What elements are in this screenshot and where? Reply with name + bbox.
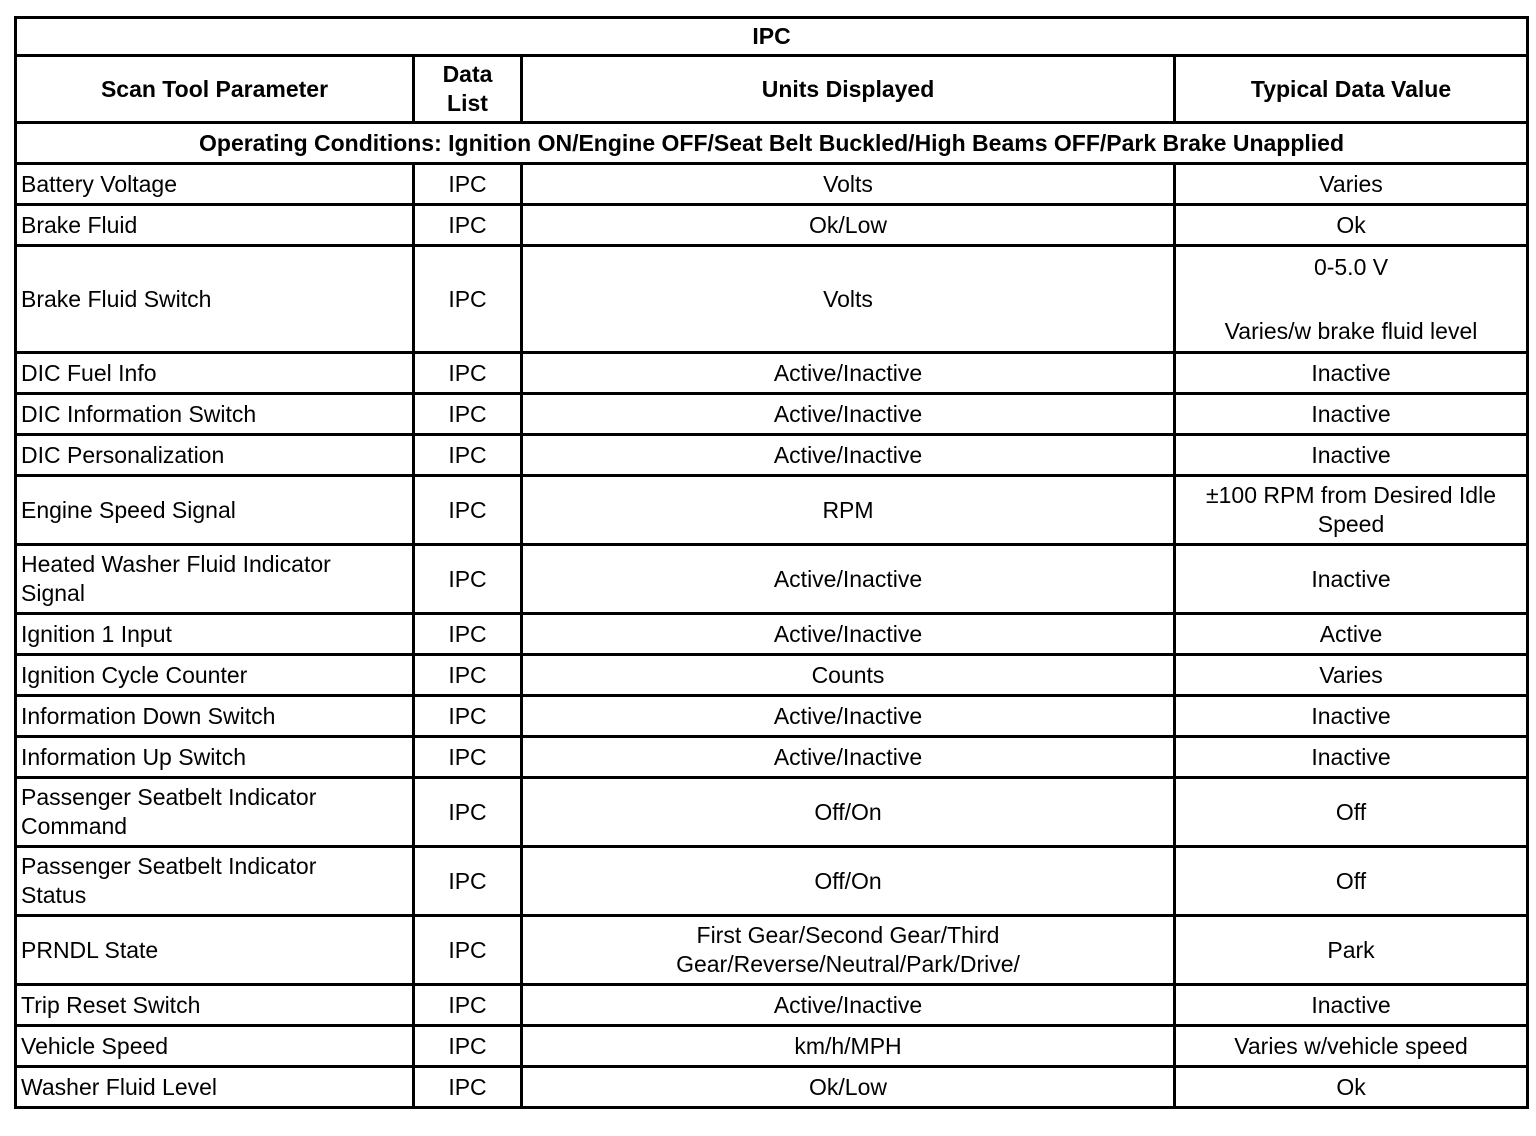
cell-parameter: Heated Washer Fluid Indicator Signal: [17, 546, 415, 615]
cell-units: Active/Inactive: [523, 738, 1176, 779]
cell-parameter: Vehicle Speed: [17, 1027, 415, 1068]
table-row: [17, 697, 1529, 738]
cell-units: First Gear/Second Gear/Third Gear/Reverse/Neutral/Park/Drive/: [523, 917, 1176, 986]
table-row: [17, 738, 1529, 779]
cell-typical: Off: [1176, 779, 1529, 848]
cell-data-list: IPC: [415, 656, 523, 697]
cell-typical: Ok: [1176, 1068, 1529, 1109]
cell-typical: Ok: [1176, 206, 1529, 247]
cell-typical: Inactive: [1176, 395, 1529, 436]
cell-typical: Off: [1176, 848, 1529, 917]
operating-conditions-row: [17, 124, 1529, 165]
typical-value-note: Varies/w brake fluid level: [1224, 317, 1478, 344]
cell-typical: Inactive: [1176, 354, 1529, 395]
table-row: [17, 165, 1529, 206]
cell-units: Active/Inactive: [523, 546, 1176, 615]
cell-parameter: Passenger Seatbelt Indicator Status: [17, 848, 415, 917]
typical-value: 0-5.0 V: [1313, 253, 1389, 280]
table-title-row: [17, 19, 1529, 57]
cell-parameter: Information Down Switch: [17, 697, 415, 738]
table-title: IPC: [17, 19, 1529, 57]
cell-parameter: Passenger Seatbelt Indicator Command: [17, 779, 415, 848]
table-row: [17, 395, 1529, 436]
cell-parameter: Brake Fluid Switch: [17, 247, 415, 354]
header-scan-tool-parameter: Scan Tool Parameter: [17, 57, 415, 124]
operating-conditions: Operating Conditions: Ignition ON/Engine OFF/Seat Belt Buckled/High Beams OFF/Park Brake Unapplied: [17, 124, 1529, 165]
cell-data-list: IPC: [415, 1027, 523, 1068]
cell-data-list: IPC: [415, 697, 523, 738]
cell-parameter: Brake Fluid: [17, 206, 415, 247]
cell-typical: Varies w/vehicle speed: [1176, 1027, 1529, 1068]
ipc-data-table: [14, 16, 1529, 1109]
cell-parameter: Engine Speed Signal: [17, 477, 415, 546]
cell-parameter: Ignition 1 Input: [17, 615, 415, 656]
cell-data-list: IPC: [415, 615, 523, 656]
cell-data-list: IPC: [415, 206, 523, 247]
table-row: [17, 247, 1529, 354]
cell-data-list: IPC: [415, 395, 523, 436]
cell-units: RPM: [523, 477, 1176, 546]
table-row: [17, 848, 1529, 917]
cell-data-list: IPC: [415, 848, 523, 917]
cell-data-list: IPC: [415, 247, 523, 354]
cell-typical: Active: [1176, 615, 1529, 656]
cell-typical: Varies: [1176, 656, 1529, 697]
cell-typical: Park: [1176, 917, 1529, 986]
table-row: [17, 477, 1529, 546]
cell-typical: Inactive: [1176, 986, 1529, 1027]
cell-data-list: IPC: [415, 779, 523, 848]
table-row: [17, 436, 1529, 477]
cell-units: Active/Inactive: [523, 697, 1176, 738]
table-row: [17, 1027, 1529, 1068]
cell-units: Active/Inactive: [523, 395, 1176, 436]
cell-units: Active/Inactive: [523, 615, 1176, 656]
table-row: [17, 986, 1529, 1027]
table-row: [17, 546, 1529, 615]
cell-data-list: IPC: [415, 436, 523, 477]
cell-typical: ±100 RPM from Desired Idle Speed: [1176, 477, 1529, 546]
cell-typical: Inactive: [1176, 697, 1529, 738]
cell-parameter: Trip Reset Switch: [17, 986, 415, 1027]
header-typical-data-value: Typical Data Value: [1176, 57, 1529, 124]
header-units-displayed: Units Displayed: [523, 57, 1176, 124]
cell-data-list: IPC: [415, 738, 523, 779]
cell-data-list: IPC: [415, 354, 523, 395]
cell-typical: Inactive: [1176, 436, 1529, 477]
table-row: [17, 917, 1529, 986]
cell-data-list: IPC: [415, 1068, 523, 1109]
cell-parameter: Ignition Cycle Counter: [17, 656, 415, 697]
cell-typical: Varies: [1176, 165, 1529, 206]
cell-typical: [1176, 247, 1529, 354]
cell-parameter: Washer Fluid Level: [17, 1068, 415, 1109]
cell-parameter: Battery Voltage: [17, 165, 415, 206]
cell-units: Volts: [523, 247, 1176, 354]
cell-units: Active/Inactive: [523, 986, 1176, 1027]
cell-data-list: IPC: [415, 165, 523, 206]
cell-parameter: PRNDL State: [17, 917, 415, 986]
table-row: [17, 656, 1529, 697]
cell-units: Volts: [523, 165, 1176, 206]
header-data-list: Data List: [415, 57, 523, 124]
cell-parameter: DIC Personalization: [17, 436, 415, 477]
table-row: [17, 779, 1529, 848]
table-row: [17, 354, 1529, 395]
cell-data-list: IPC: [415, 546, 523, 615]
cell-units: Counts: [523, 656, 1176, 697]
cell-units: Ok/Low: [523, 206, 1176, 247]
cell-data-list: IPC: [415, 986, 523, 1027]
table-header-row: [17, 57, 1529, 124]
cell-units: Off/On: [523, 848, 1176, 917]
cell-typical: Inactive: [1176, 546, 1529, 615]
cell-data-list: IPC: [415, 477, 523, 546]
cell-units: km/h/MPH: [523, 1027, 1176, 1068]
cell-data-list: IPC: [415, 917, 523, 986]
cell-units: Off/On: [523, 779, 1176, 848]
cell-units: Active/Inactive: [523, 436, 1176, 477]
table-row: [17, 206, 1529, 247]
cell-units: Active/Inactive: [523, 354, 1176, 395]
cell-parameter: DIC Information Switch: [17, 395, 415, 436]
table-row: [17, 615, 1529, 656]
cell-parameter: Information Up Switch: [17, 738, 415, 779]
cell-parameter: DIC Fuel Info: [17, 354, 415, 395]
cell-typical: Inactive: [1176, 738, 1529, 779]
table-row: [17, 1068, 1529, 1109]
cell-units: Ok/Low: [523, 1068, 1176, 1109]
